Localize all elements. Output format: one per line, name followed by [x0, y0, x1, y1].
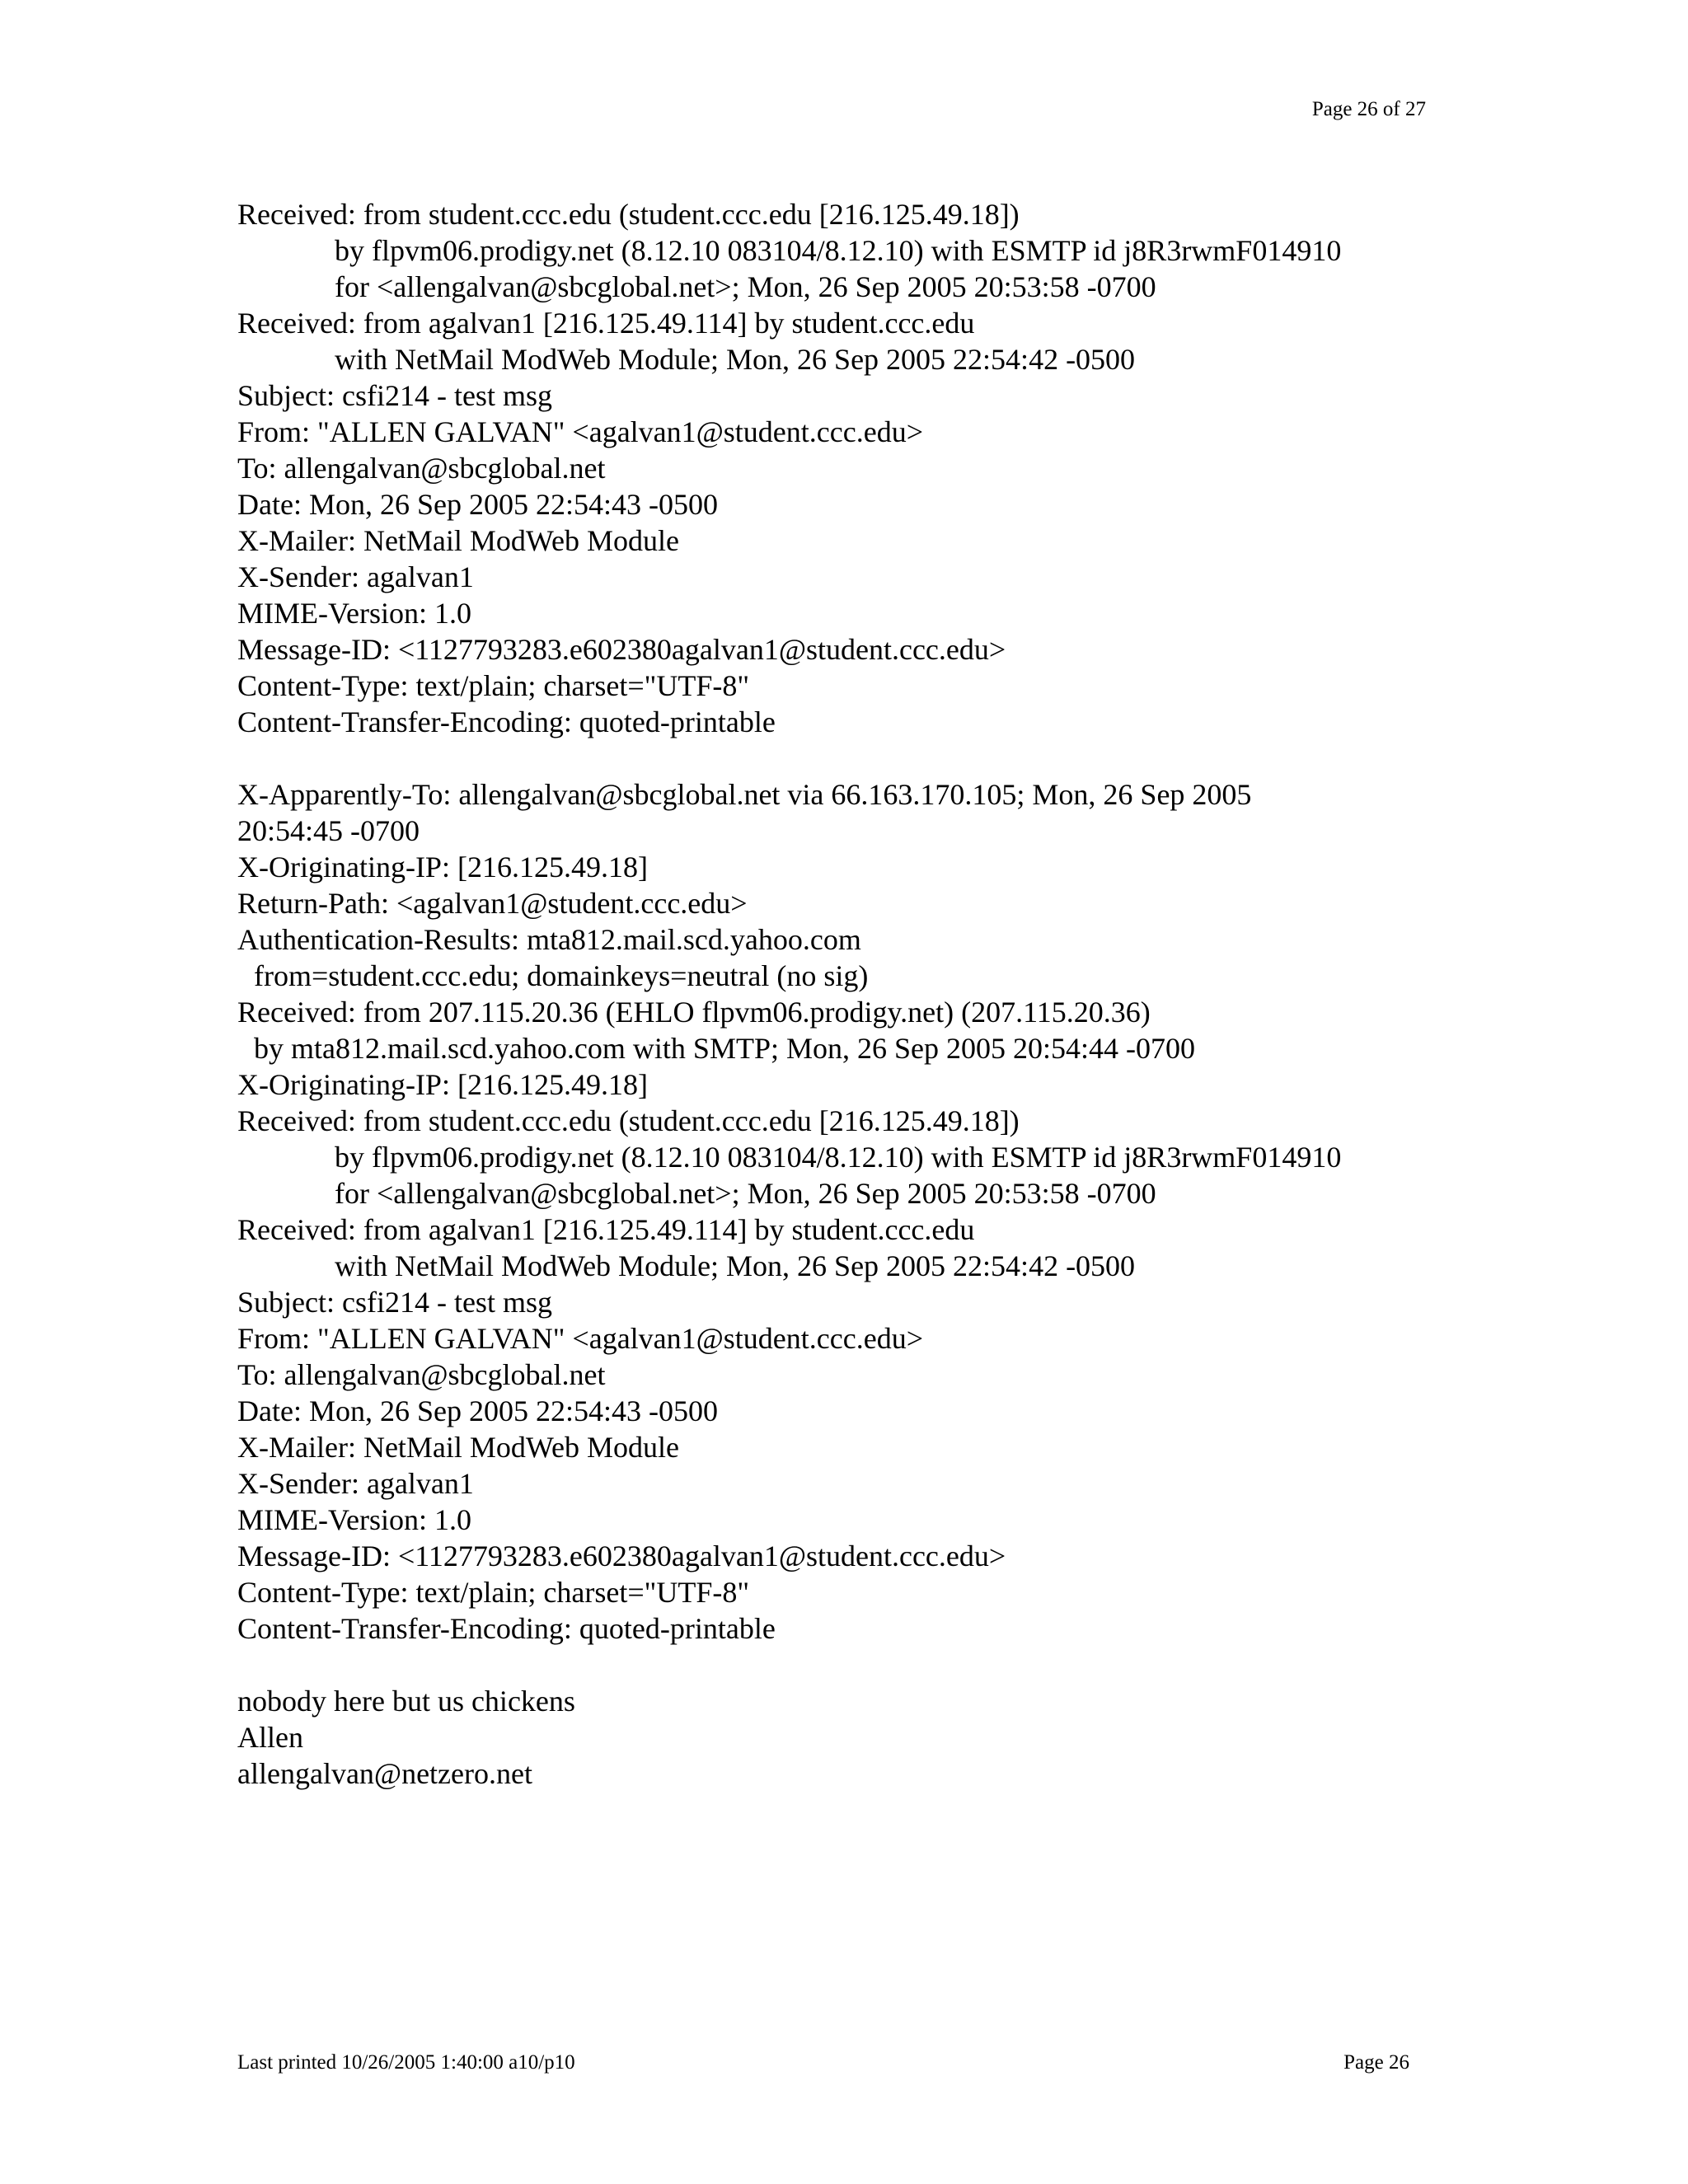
header-line: Received: from student.ccc.edu (student.ccc.edu [216.125.49.18]) — [237, 1104, 1020, 1137]
header-line: for <allengalvan@sbcglobal.net>; Mon, 26 Sep 2005 20:53:58 -0700 — [335, 1177, 1156, 1210]
header-line: Received: from agalvan1 [216.125.49.114] by student.ccc.edu — [237, 307, 975, 340]
header-line: MIME-Version: 1.0 — [237, 1503, 471, 1536]
date-line: Date: Mon, 26 Sep 2005 22:54:43 -0500 — [237, 1394, 718, 1427]
header-line: X-Originating-IP: [216.125.49.18] — [237, 1068, 648, 1101]
from-line: From: "ALLEN GALVAN" <agalvan1@student.ccc.edu> — [237, 415, 924, 448]
header-line: Received: from agalvan1 [216.125.49.114] by student.ccc.edu — [237, 1213, 975, 1246]
subject-line: Subject: csfi214 - test msg — [237, 1286, 552, 1319]
header-line: X-Sender: agalvan1 — [237, 560, 474, 593]
email-headers-document — [237, 196, 1474, 1792]
header-line: X-Originating-IP: [216.125.49.18] — [237, 851, 648, 883]
last-printed-footer: Last printed 10/26/2005 1:40:00 a10/p10 — [237, 2051, 575, 2074]
header-line: Content-Type: text/plain; charset="UTF-8" — [237, 1576, 750, 1609]
page-indicator: Page 26 of 27 — [1311, 98, 1426, 120]
blank-line — [237, 740, 1474, 776]
header-line: X-Sender: agalvan1 — [237, 1467, 474, 1500]
header-line: MIME-Version: 1.0 — [237, 597, 471, 630]
signature-email: allengalvan@netzero.net — [237, 1757, 532, 1790]
header-line: Return-Path: <agalvan1@student.ccc.edu> — [237, 887, 748, 920]
header-line: Received: from 207.115.20.36 (EHLO flpvm06.prodigy.net) (207.115.20.36) — [237, 996, 1151, 1029]
header-line: 20:54:45 -0700 — [237, 814, 420, 847]
header-line: X-Mailer: NetMail ModWeb Module — [237, 1431, 679, 1464]
header-line: by flpvm06.prodigy.net (8.12.10 083104/8.12.10) with ESMTP id j8R3rwmF014910 — [335, 1141, 1342, 1174]
header-line: from=student.ccc.edu; domainkeys=neutral (no sig) — [254, 959, 869, 992]
to-line: To: allengalvan@sbcglobal.net — [237, 452, 606, 485]
message-body-line: nobody here but us chickens — [237, 1685, 575, 1718]
header-line: X-Apparently-To: allengalvan@sbcglobal.net via 66.163.170.105; Mon, 26 Sep 2005 — [237, 778, 1252, 811]
header-line: Content-Transfer-Encoding: quoted-printable — [237, 705, 776, 738]
header-line: Content-Transfer-Encoding: quoted-printable — [237, 1612, 776, 1645]
header-line: Content-Type: text/plain; charset="UTF-8" — [237, 669, 750, 702]
header-line: Message-ID: <1127793283.e602380agalvan1@student.ccc.edu> — [237, 633, 1006, 666]
header-line: by mta812.mail.scd.yahoo.com with SMTP; Mon, 26 Sep 2005 20:54:44 -0700 — [254, 1032, 1195, 1065]
header-line: Authentication-Results: mta812.mail.scd.yahoo.com — [237, 923, 861, 956]
from-line: From: "ALLEN GALVAN" <agalvan1@student.ccc.edu> — [237, 1322, 924, 1355]
header-line: X-Mailer: NetMail ModWeb Module — [237, 524, 679, 557]
header-line: with NetMail ModWeb Module; Mon, 26 Sep 2005 22:54:42 -0500 — [335, 343, 1136, 376]
header-line: Message-ID: <1127793283.e602380agalvan1@student.ccc.edu> — [237, 1540, 1006, 1572]
header-line: with NetMail ModWeb Module; Mon, 26 Sep 2005 22:54:42 -0500 — [335, 1249, 1136, 1282]
header-line: for <allengalvan@sbcglobal.net>; Mon, 26 Sep 2005 20:53:58 -0700 — [335, 270, 1156, 303]
page-number-footer: Page 26 — [1343, 2051, 1409, 2074]
blank-line — [237, 1647, 1474, 1683]
signature-name: Allen — [237, 1721, 303, 1754]
subject-line: Subject: csfi214 - test msg — [237, 379, 552, 412]
to-line: To: allengalvan@sbcglobal.net — [237, 1358, 606, 1391]
header-line: by flpvm06.prodigy.net (8.12.10 083104/8.12.10) with ESMTP id j8R3rwmF014910 — [335, 234, 1342, 267]
header-line: Received: from student.ccc.edu (student.ccc.edu [216.125.49.18]) — [237, 198, 1020, 231]
date-line: Date: Mon, 26 Sep 2005 22:54:43 -0500 — [237, 488, 718, 521]
